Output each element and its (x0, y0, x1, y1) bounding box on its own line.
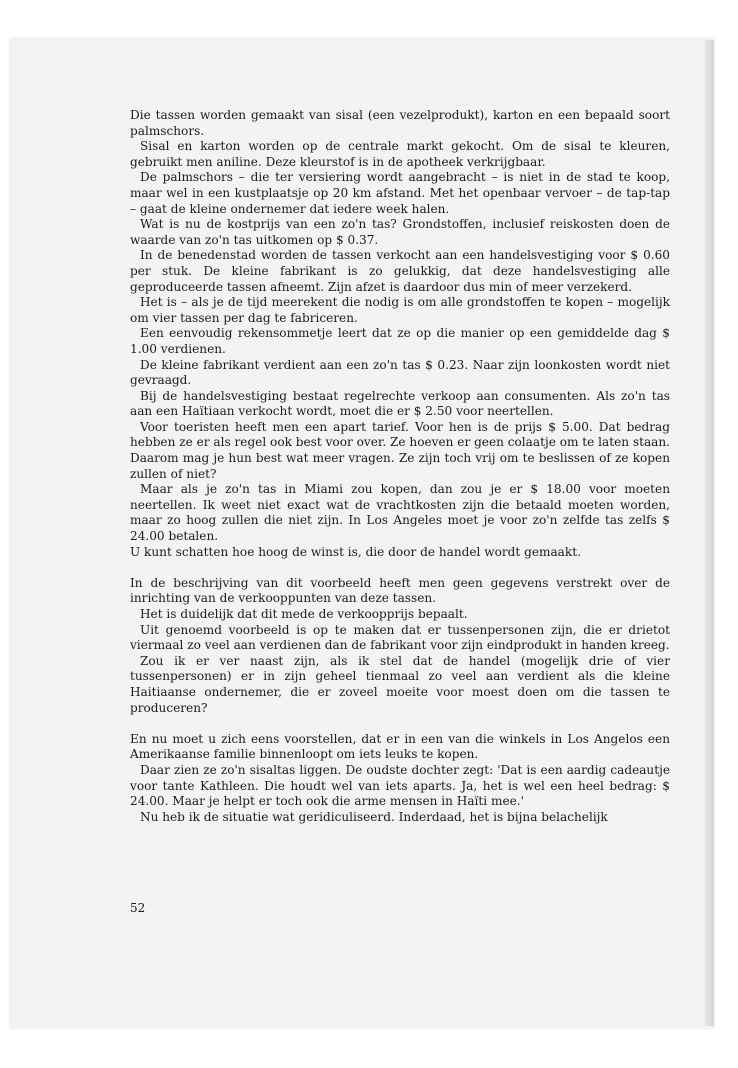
paragraph: Nu heb ik de situatie wat geridiculiseerd. Inderdaad, het is bijna belachelijk (140, 809, 608, 824)
paragraph: Daar zien ze zo'n sisaltas liggen. De oudste dochter zegt: 'Dat is een aardig cadeautje voor tante Kathleen. Die houdt wel van iets aparts. Ja, het is wel een heel bedrag: $ 24.00. Maar je helpt er toch ook die arme mensen in Haïti mee.' (130, 762, 670, 809)
paragraph: In de beschrijving van dit voorbeeld heeft men geen gegevens verstrekt over de inrichting van de verkooppunten van deze tassen. (130, 575, 670, 606)
paragraph: Een eenvoudig rekensommetje leert dat ze op die manier op een gemiddelde dag $ 1.00 verdienen. (130, 326, 670, 356)
paragraph: Maar als je zo'n tas in Miami zou kopen, dan zou je er $ 18.00 voor moeten neertellen. Ik weet niet exact wat de vrachtkosten zijn die betaald moeten worden, maar zo hoog zullen die niet zijn. In Los Angeles moet je voor zo'n zelfde tas zelfs $ 24.00 betalen. (130, 482, 670, 544)
paragraph: Uit genoemd voorbeeld is op te maken dat er tussenpersonen zijn, die er drietot viermaal zo veel aan verdienen dan de fabrikant voor zijn eindprodukt in handen kreeg. (130, 622, 670, 653)
paragraph: Sisal en karton worden op de centrale markt gekocht. Om de sisal te kleuren, gebruikt men aniline. Deze kleurstof is in de apotheek verkrijgbaar. (130, 139, 670, 169)
page-text (130, 108, 670, 825)
paragraph: Bij de handelsvestiging bestaat regelrechte verkoop aan consumenten. Als zo'n tas aan een Haïtiaan verkocht wordt, moet die er $ 2.50 voor neertellen. (130, 388, 670, 419)
paragraph: Wat is nu de kostprijs van een zo'n tas? Grondstoffen, inclusief reiskosten doen de waarde van zo'n tas uitkomen op $ 0.37. (130, 217, 670, 247)
paragraph: Die tassen worden gemaakt van sisal (een vezelprodukt), karton en een bepaald soort palmschors. (130, 108, 670, 138)
paragraph: De kleine fabrikant verdient aan een zo'n tas $ 0.23. Naar zijn loonkosten wordt niet gevraagd. (130, 357, 670, 388)
page-edge-shadow (705, 40, 714, 1026)
paragraph: Het is – als je de tijd meerekent die nodig is om alle grondstoffen te kopen – mogelijk om vier tassen per dag te fabriceren. (130, 295, 670, 325)
paragraph: In de benedenstad worden de tassen verkocht aan een handelsvestiging voor $ 0.60 per stuk. De kleine fabrikant is zo gelukkig, dat deze handelsvestiging alle geproduceerde tassen afneemt. Zijn afzet is daardoor dus min of meer verzekerd. (130, 248, 670, 294)
paragraph: Het is duidelijk dat dit mede de verkoopprijs bepaalt. (140, 607, 468, 621)
paragraph: De palmschors – die ter versiering wordt aangebracht – is niet in de stad te koop, maar wel in een kustplaatsje op 20 km afstand. Met het openbaar vervoer – de tap-tap – gaat de kleine ondernemer dat iedere week halen. (130, 170, 670, 216)
paragraph: Zou ik er ver naast zijn, als ik stel dat de handel (mogelijk drie of vier tussenpersonen) er in zijn geheel tienmaal zo veel aan verdient als die kleine Haitiaanse ondernemer, die er zoveel moeite voor moest doen om die tassen te produceren? (130, 653, 670, 715)
paragraph: En nu moet u zich eens voorstellen, dat er in een van die winkels in Los Angelos een Amerikaanse familie binnenloopt om iets leuks te kopen. (130, 731, 670, 762)
paragraph: U kunt schatten hoe hoog de winst is, die door de handel wordt gemaakt. (130, 544, 581, 559)
page-number: 52 (130, 901, 146, 915)
paragraph: Voor toeristen heeft men een apart tarief. Voor hen is de prijs $ 5.00. Dat bedrag hebben ze er als regel ook best voor over. Ze hoeven er geen colaatje om te laten staan. Daarom mag je hun best wat meer vragen. Ze zijn toch vrij om te beslissen of ze kopen zullen of niet? (130, 419, 671, 481)
